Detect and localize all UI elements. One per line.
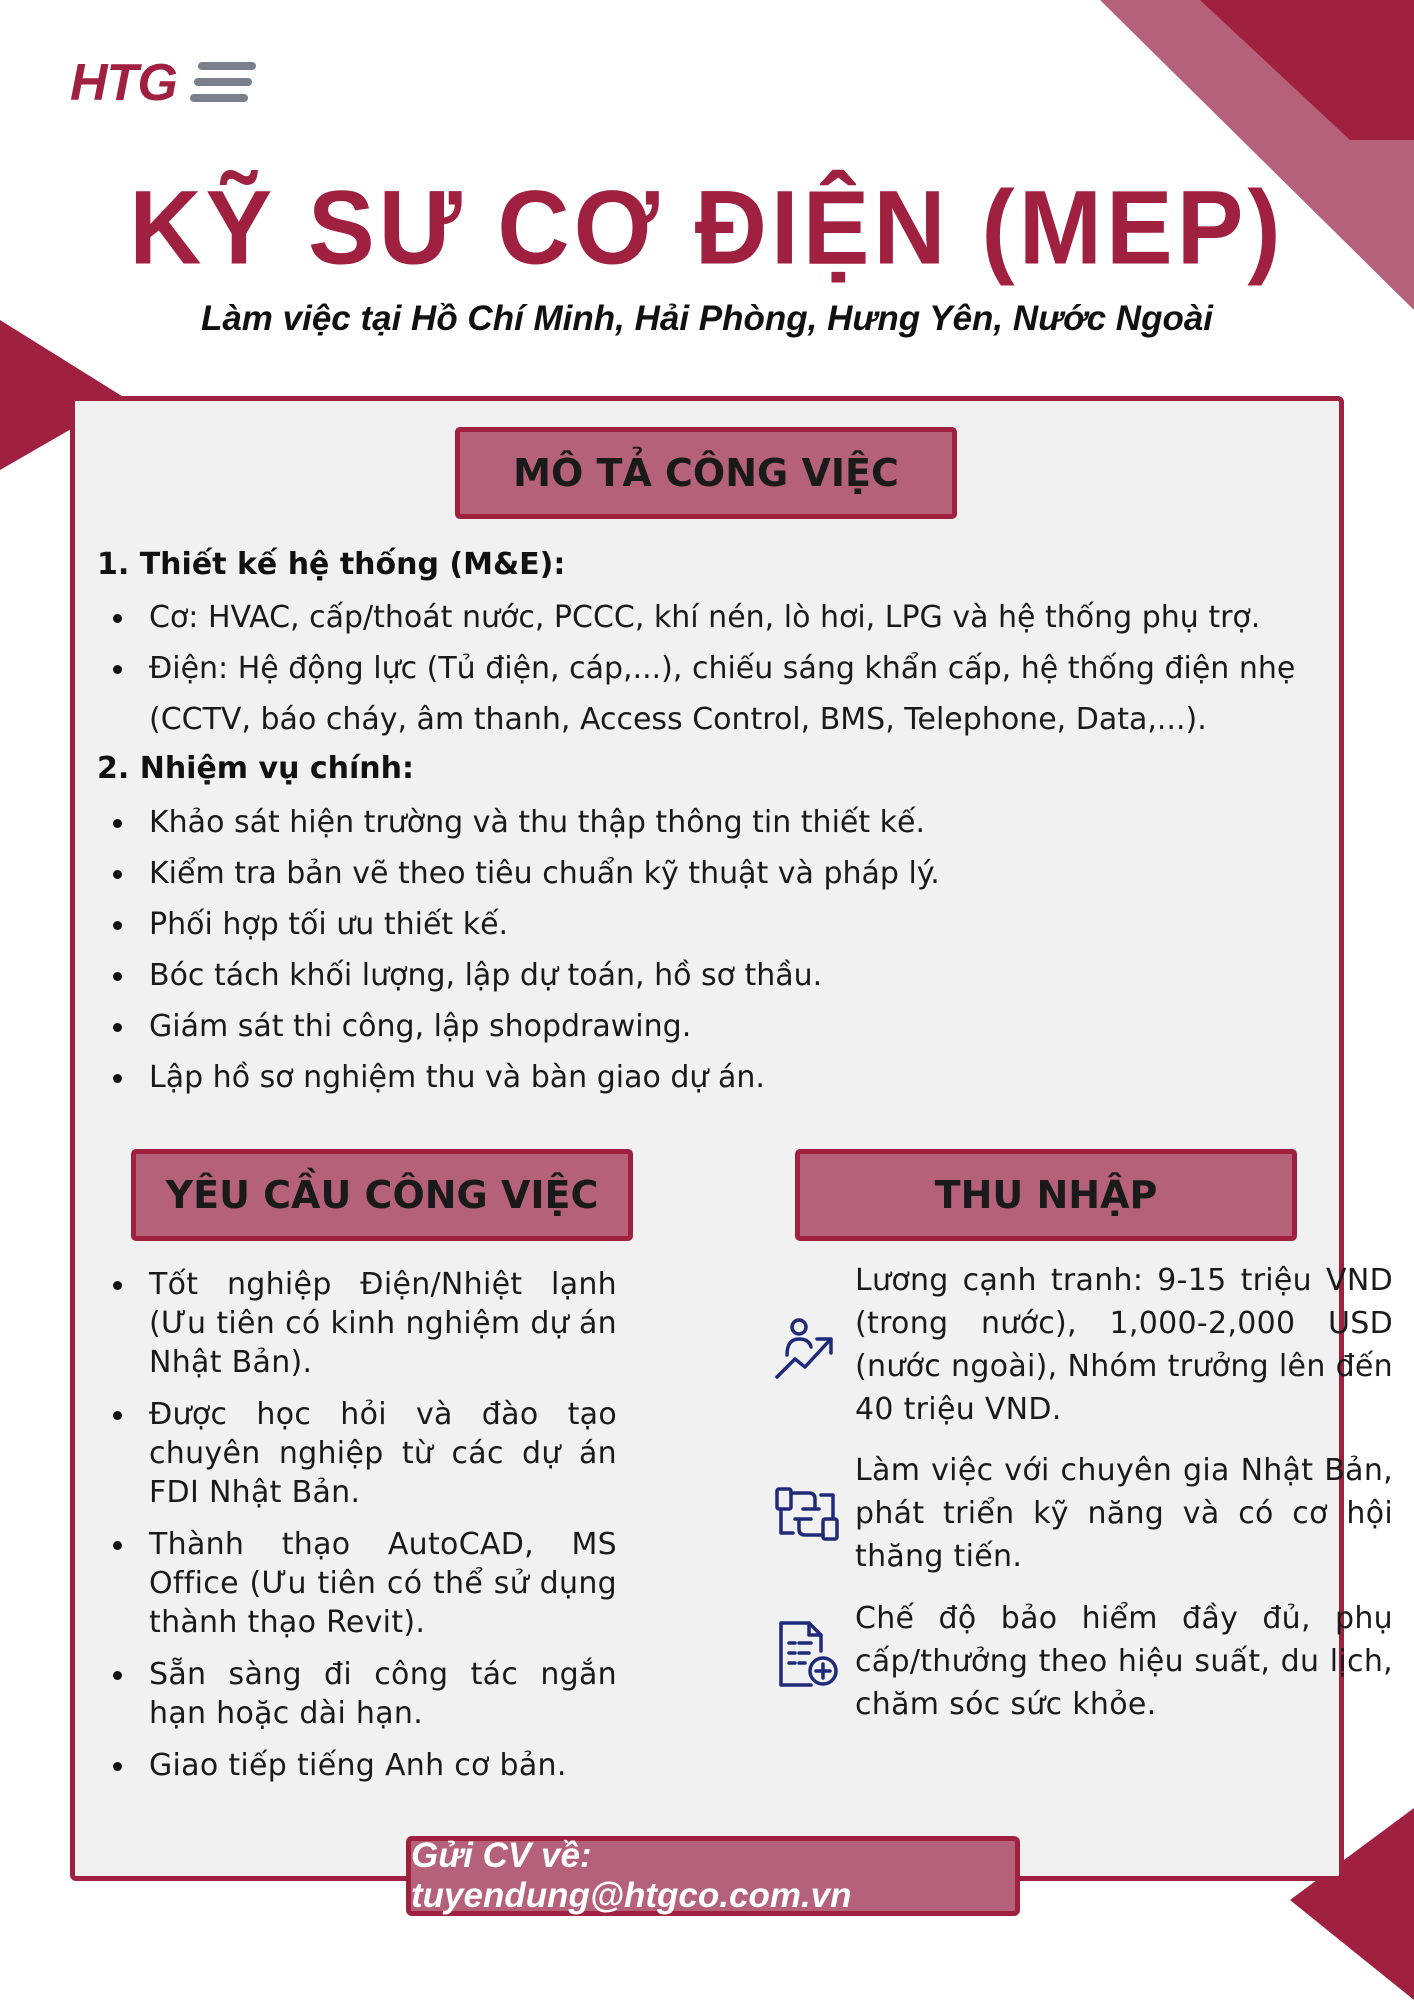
list-item: Phối hợp tối ưu thiết kế. <box>97 899 1327 950</box>
list-item: Thành thạo AutoCAD, MS Office (Ưu tiên có thể sử dụng thành thạo Revit). <box>97 1525 617 1642</box>
income-heading-text: THU NHẬP <box>934 1173 1158 1217</box>
job-description-heading <box>455 427 957 519</box>
list-item: Khảo sát hiện trường và thu thập thông tin thiết kế. <box>97 797 1327 848</box>
list-item: Lập hồ sơ nghiệm thu và bàn giao dự án. <box>97 1052 1327 1103</box>
list-item: Tốt nghiệp Điện/Nhiệt lạnh (Ưu tiên có kinh nghiệm dự án Nhật Bản). <box>97 1265 617 1382</box>
send-cv-banner[interactable] <box>406 1836 1020 1916</box>
income-text: Lương cạnh tranh: 9-15 triệu VND (trong nước), 1,000-2,000 USD (nước ngoài), Nhóm trưởng lên đến 40 triệu VND. <box>855 1263 1393 1427</box>
income-text: Làm việc với chuyên gia Nhật Bản, phát triển kỹ năng và có cơ hội thăng tiến. <box>855 1453 1393 1574</box>
list-item: Được học hỏi và đào tạo chuyên nghiệp từ các dự án FDI Nhật Bản. <box>97 1395 617 1512</box>
page-title: KỸ SƯ CƠ ĐIỆN (MEP) <box>129 169 1285 287</box>
list-item: Điện: Hệ động lực (Tủ điện, cáp,...), chiếu sáng khẩn cấp, hệ thống điện nhẹ (CCTV, báo cháy, âm thanh, Access Control, BMS, Telephone, Data,...). <box>97 643 1327 745</box>
content-panel <box>70 396 1393 1881</box>
teamwork-hands-icon <box>773 1479 841 1549</box>
section-tasks-title: 2. Nhiệm vụ chính: <box>97 751 415 786</box>
requirements-list <box>97 1265 617 1798</box>
requirements-heading <box>131 1149 633 1241</box>
company-logo <box>70 52 260 114</box>
tasks-list <box>97 797 1327 1103</box>
work-locations: Làm việc tại Hồ Chí Minh, Hải Phòng, Hưng Yên, Nước Ngoài <box>200 299 1214 338</box>
list-item: Kiểm tra bản vẽ theo tiêu chuẩn kỹ thuật và pháp lý. <box>97 848 1327 899</box>
send-cv-text[interactable]: Gửi CV về: tuyendung@htgco.com.vn <box>411 1836 852 1915</box>
design-list <box>97 592 1327 745</box>
list-item: Giao tiếp tiếng Anh cơ bản. <box>97 1746 617 1785</box>
section-design-title: 1. Thiết kế hệ thống (M&E): <box>97 547 566 582</box>
list-item: Sẵn sàng đi công tác ngắn hạn hoặc dài hạn. <box>97 1655 617 1733</box>
income-heading <box>795 1149 1297 1241</box>
income-item-salary <box>773 1259 1393 1439</box>
income-item-benefits <box>773 1597 1393 1737</box>
income-item-growth <box>773 1449 1393 1589</box>
list-item: Giám sát thi công, lập shopdrawing. <box>97 1001 1327 1052</box>
requirements-heading-text: YÊU CẦU CÔNG VIỆC <box>165 1173 599 1217</box>
list-item: Cơ: HVAC, cấp/thoát nước, PCCC, khí nén, lò hơi, LPG và hệ thống phụ trợ. <box>97 592 1327 643</box>
career-growth-icon <box>773 1315 841 1385</box>
job-description-heading-text: MÔ TẢ CÔNG VIỆC <box>513 451 899 495</box>
logo-bars-icon <box>190 60 260 106</box>
list-item: Bóc tách khối lượng, lập dự toán, hồ sơ thầu. <box>97 950 1327 1001</box>
income-text: Chế độ bảo hiểm đầy đủ, phụ cấp/thưởng theo hiệu suất, du lịch, chăm sóc sức khỏe. <box>855 1601 1393 1722</box>
logo-text: HTG <box>70 54 177 112</box>
insurance-document-icon <box>773 1619 841 1689</box>
